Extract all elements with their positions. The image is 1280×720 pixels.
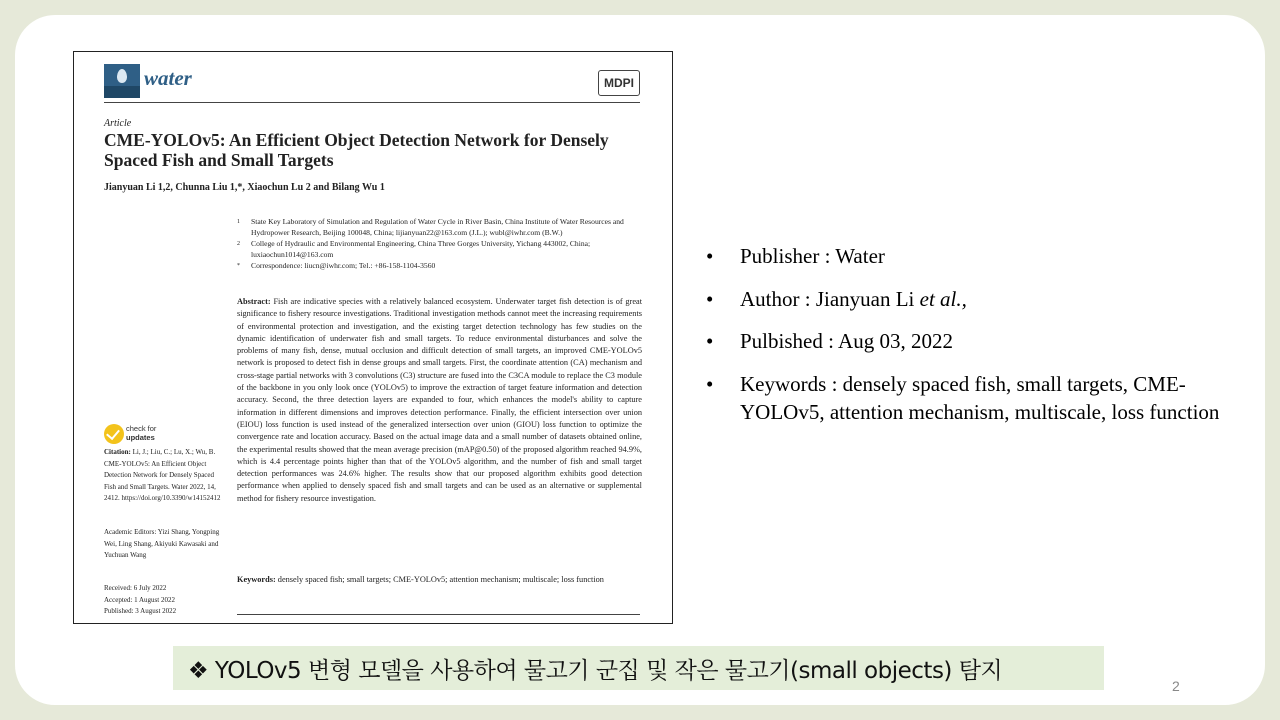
bullet-published: • Pulbished : Aug 03, 2022	[706, 329, 953, 353]
summary-text: ❖ YOLOv5 변형 모델을 사용하여 물고기 군집 및 작은 물고기(small objects) 탐지	[188, 658, 1003, 684]
paper-title: CME-YOLOv5: An Efficient Object Detection Network for Densely Spaced Fish and Small Targets	[104, 130, 609, 170]
mdpi-logo: MDPI	[598, 70, 640, 96]
bullet-author: • Author : Jianyuan Li et al.,	[706, 286, 967, 311]
paper-keywords: Keywords: densely spaced fish; small targets; CME-YOLOv5; attention mechanism; multiscale; loss function	[237, 575, 604, 584]
affiliations	[237, 217, 647, 273]
affiliation-2: 2 College of Hydraulic and Environmental Engineering, China Three Gorges University, Yichang 443002, China; luxiaochun1014@163.com	[237, 239, 591, 259]
citation: Citation: Li, J.; Liu, C.; Lu, X.; Wu, B. CME-YOLOv5: An Efficient Object Detection Network for Densely Spaced Fish and Small Targets. Water 2022, 14, 2412. https://doi.org/10.3390/w14152412	[104, 448, 221, 503]
water-journal-logo	[104, 64, 140, 98]
info-bullets	[706, 242, 1226, 441]
page-number: 2	[1172, 678, 1180, 694]
footer-divider	[237, 614, 640, 615]
check-for-updates-label: check for updates	[126, 424, 157, 442]
summary-banner	[173, 646, 1104, 690]
correspondence: * Correspondence: liucn@iwhr.com; Tel.: +86-158-1104-3560	[237, 261, 436, 271]
journal-name: water	[144, 66, 192, 90]
bullet-keywords: • Keywords : densely spaced fish, small targets, CME-YOLOv5, attention mechanism, multiscale, loss function	[706, 371, 1220, 424]
water-drop-icon	[117, 69, 127, 83]
bullet-publisher: • Publisher : Water	[706, 244, 885, 268]
paper-abstract: Abstract: Fish are indicative species with a relatively balanced ecosystem. Underwater target fish detection is of great significance to fishery resource investigations. Traditional investigation methods cannot meet the increasing requirements of environmental protection and investigation, and the existing target detection technology has few studies on the dynamic identification of underwater fish and small targets. To reduce environmental disturbances and solve the problems of many fish, dense, mutual occlusion and difficult detection of small targets, an improved CME-YOLOv5 network is proposed to detect fish in dense groups and small targets. First, the coordinate attention (CA) mechanism and cross-stage partial networks with 3 convolutions (C3) structure are fused into the C3CA module to replace the C3 module of the backbone in you only look once (YOLOv5) to improve the extraction of target feature information and detection accuracy. Second, the three detection layers are expanded to four, which enhances the model's ability to capture information in different dimensions and improves detection performance. Finally, the efficient intersection over union (EIOU) loss function is used instead of the generalized intersection over union (GIOU) loss function to optimize the convergence rate and location accuracy. Based on the actual image data and a small number of datasets obtained online, the experimental results showed that the mean average precision (mAP@0.50) of the proposed algorithm reached 94.9%, which is 4.4 percentage points higher than that of the YOLOv5 algorithm, and the number of fish and small target detection performances was 24.6% higher. The results show that our proposed algorithm exhibits good detection performance when applied to densely spaced fish and small targets and can be used as an alternative or supplemental method for fishery resource investigation.	[237, 297, 642, 503]
academic-editors: Academic Editors: Yizi Shang, Yongping Wei, Ling Shang, Akiyuki Kawasaki and Yuchuan Wang	[104, 528, 220, 560]
paper-authors: Jianyuan Li 1,2, Chunna Liu 1,*, Xiaochun Lu 2 and Bilang Wu 1	[104, 182, 385, 193]
article-type: Article	[104, 118, 132, 129]
header-divider	[104, 102, 640, 103]
check-for-updates-icon	[104, 424, 124, 444]
paper-dates: Received: 6 July 2022 Accepted: 1 August 2022 Published: 3 August 2022	[104, 584, 177, 616]
paper-screenshot	[73, 51, 673, 624]
wave-icon	[104, 86, 140, 98]
affiliation-1: 1 State Key Laboratory of Simulation and Regulation of Water Cycle in River Basin, China Institute of Water Resources and Hydropower Research, Beijing 100048, China; lijianyuan22@163.com (J.L.); wubl@iwhr.com (B.W.)	[237, 217, 624, 237]
